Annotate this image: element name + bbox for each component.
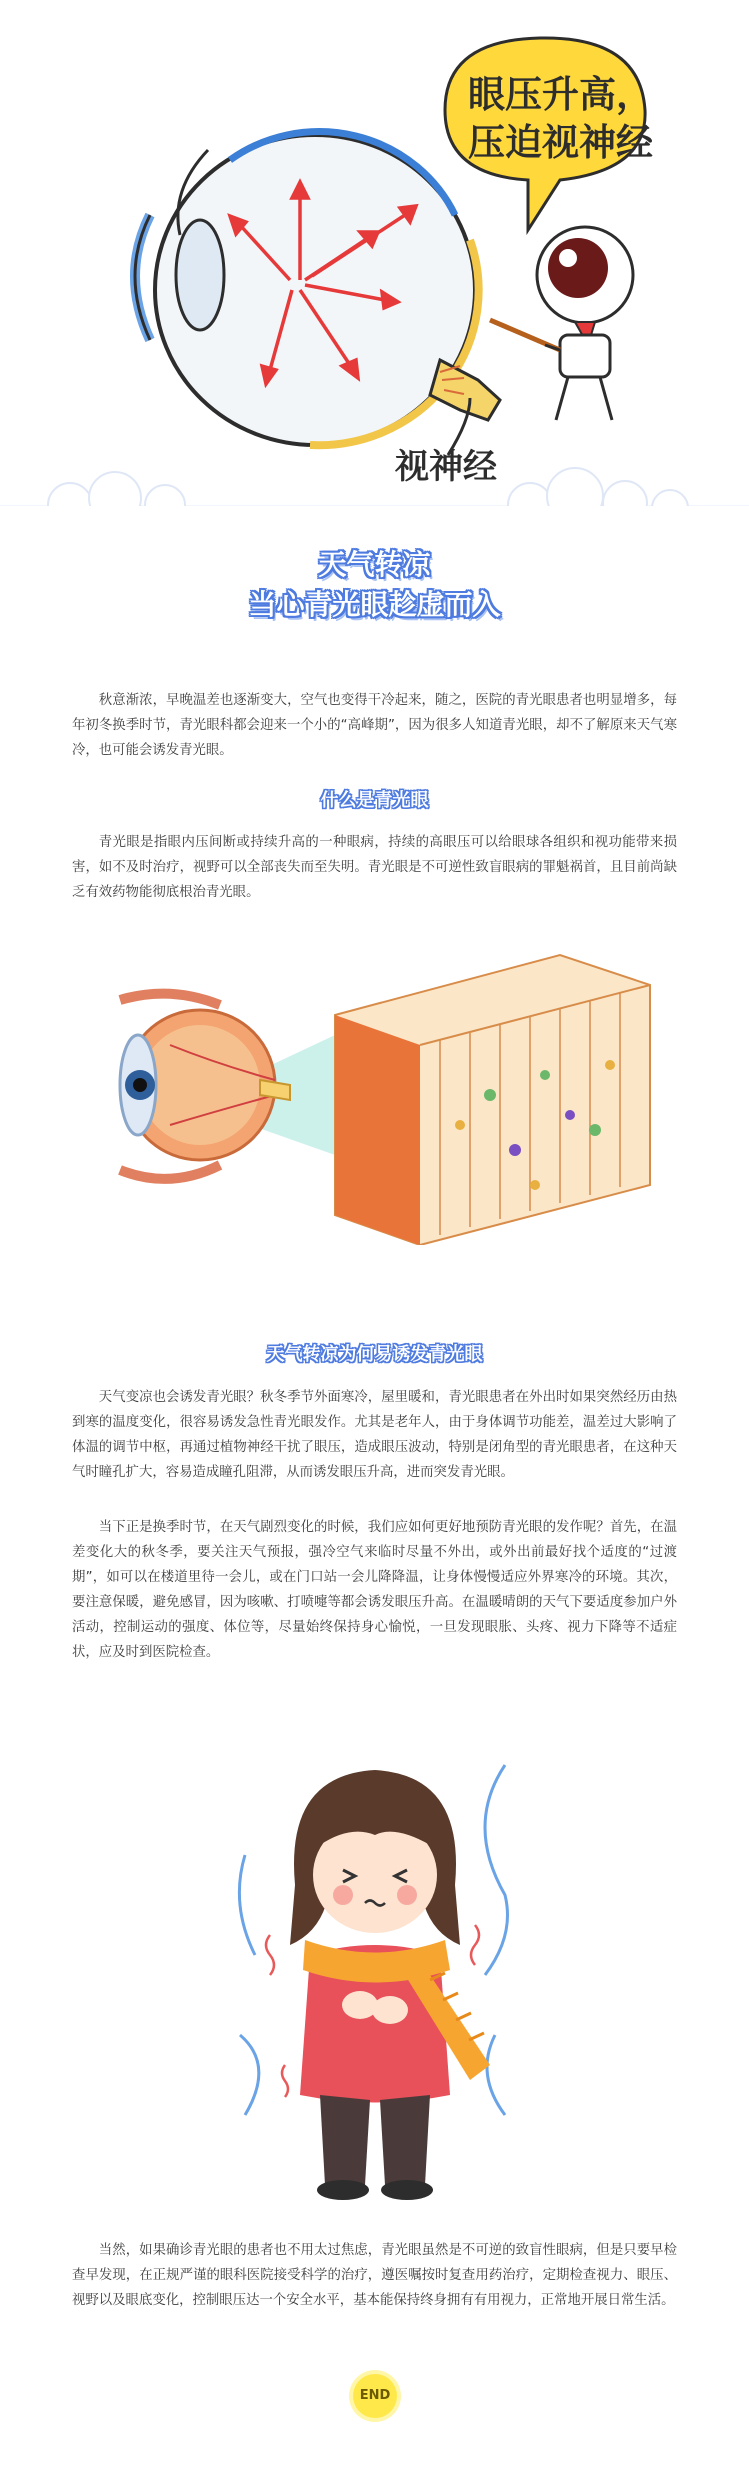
page-title-line-1: 天气转凉 — [318, 548, 431, 581]
eyeball-character — [490, 227, 633, 420]
hero-eye-illustration — [0, 0, 749, 530]
speech-line-1: 眼压升高， — [468, 73, 653, 116]
section-heading-what-is-glaucoma: 什么是青光眼 — [320, 790, 429, 811]
cold-girl-illustration — [225, 1735, 525, 2215]
speech-bubble — [445, 38, 653, 230]
retina-cell-layers — [335, 955, 650, 1245]
anatomical-eye — [120, 994, 290, 1179]
closing-paragraph: 当然，如果确诊青光眼的患者也不用太过焦虑，青光眼虽然是不可逆的致盲性眼病，但是只要早检查早发现，在正规严谨的眼科医院接受科学的治疗，遵医嘱按时复查用药治疗，定期检查视力、眼压、视野以及眼底变化，控制眼压达一个安全水平，基本能保持终身拥有有用视力，正常地开展日常生活。 — [72, 2243, 677, 2308]
end-badge: END — [353, 2374, 397, 2418]
section2-paragraph-2: 当下正是换季时节，在天气剧烈变化的时候，我们应如何更好地预防青光眼的发作呢？首先，在温差变化大的秋冬季，要关注天气预报，强冷空气来临时尽量不外出，或外出前最好找个适度的“过渡期”，如可以在楼道里待一会儿，或在门口站一会儿降降温，让身体慢慢适应外界寒冷的环境。其次，要注意保暖，避免感冒，因为咳嗽、打喷嚏等都会诱发眼压升高。在温暖晴朗的天气下要适度参加户外活动，控制运动的强度、体位等，尽量始终保持身心愉悦，一旦发现眼胀、头疼、视力下降等不适症状，应及时到医院检查。 — [72, 1520, 677, 1660]
optic-nerve-label: 视神经 — [395, 447, 497, 487]
section-heading-why-cold-triggers: 天气转凉为何易诱发青光眼 — [266, 1344, 483, 1365]
intro-paragraph: 秋意渐浓，早晚温差也逐渐变大，空气也变得干冷起来，随之，医院的青光眼患者也明显增多，每年初冬换季时节，青光眼科都会迎来一个小的“高峰期”，因为很多人知道青光眼，却不了解原来天气寒冷，也可能会诱发青光眼。 — [72, 693, 677, 758]
eyeball-cross-section — [135, 132, 500, 487]
eye-retina-illustration — [90, 945, 660, 1245]
section2-paragraph-1: 天气变凉也会诱发青光眼？秋冬季节外面寒冷，屋里暖和，青光眼患者在外出时如果突然经历由热到寒的温度变化，很容易诱发急性青光眼发作。尤其是老年人，由于身体调节功能差，温差过大影响了体温的调节中枢，再通过植物神经干扰了眼压，造成眼压波动，特别是闭角型的青光眼患者，在这种天气时瞳孔扩大，容易造成瞳孔阻滞，从而诱发眼压升高，进而突发青光眼。 — [72, 1390, 677, 1480]
page-title-line-2: 当心青光眼趁虚而入 — [248, 588, 501, 621]
section1-paragraph: 青光眼是指眼内压间断或持续升高的一种眼病，持续的高眼压可以给眼球各组织和视功能带来损害，如不及时治疗，视野可以全部丧失而至失明。青光眼是不可逆性致盲眼病的罪魁祸首，且目前尚缺乏有效药物能彻底根治青光眼。 — [72, 835, 677, 900]
cloud-band — [0, 468, 749, 530]
speech-line-2: 压迫视神经 — [468, 121, 653, 164]
